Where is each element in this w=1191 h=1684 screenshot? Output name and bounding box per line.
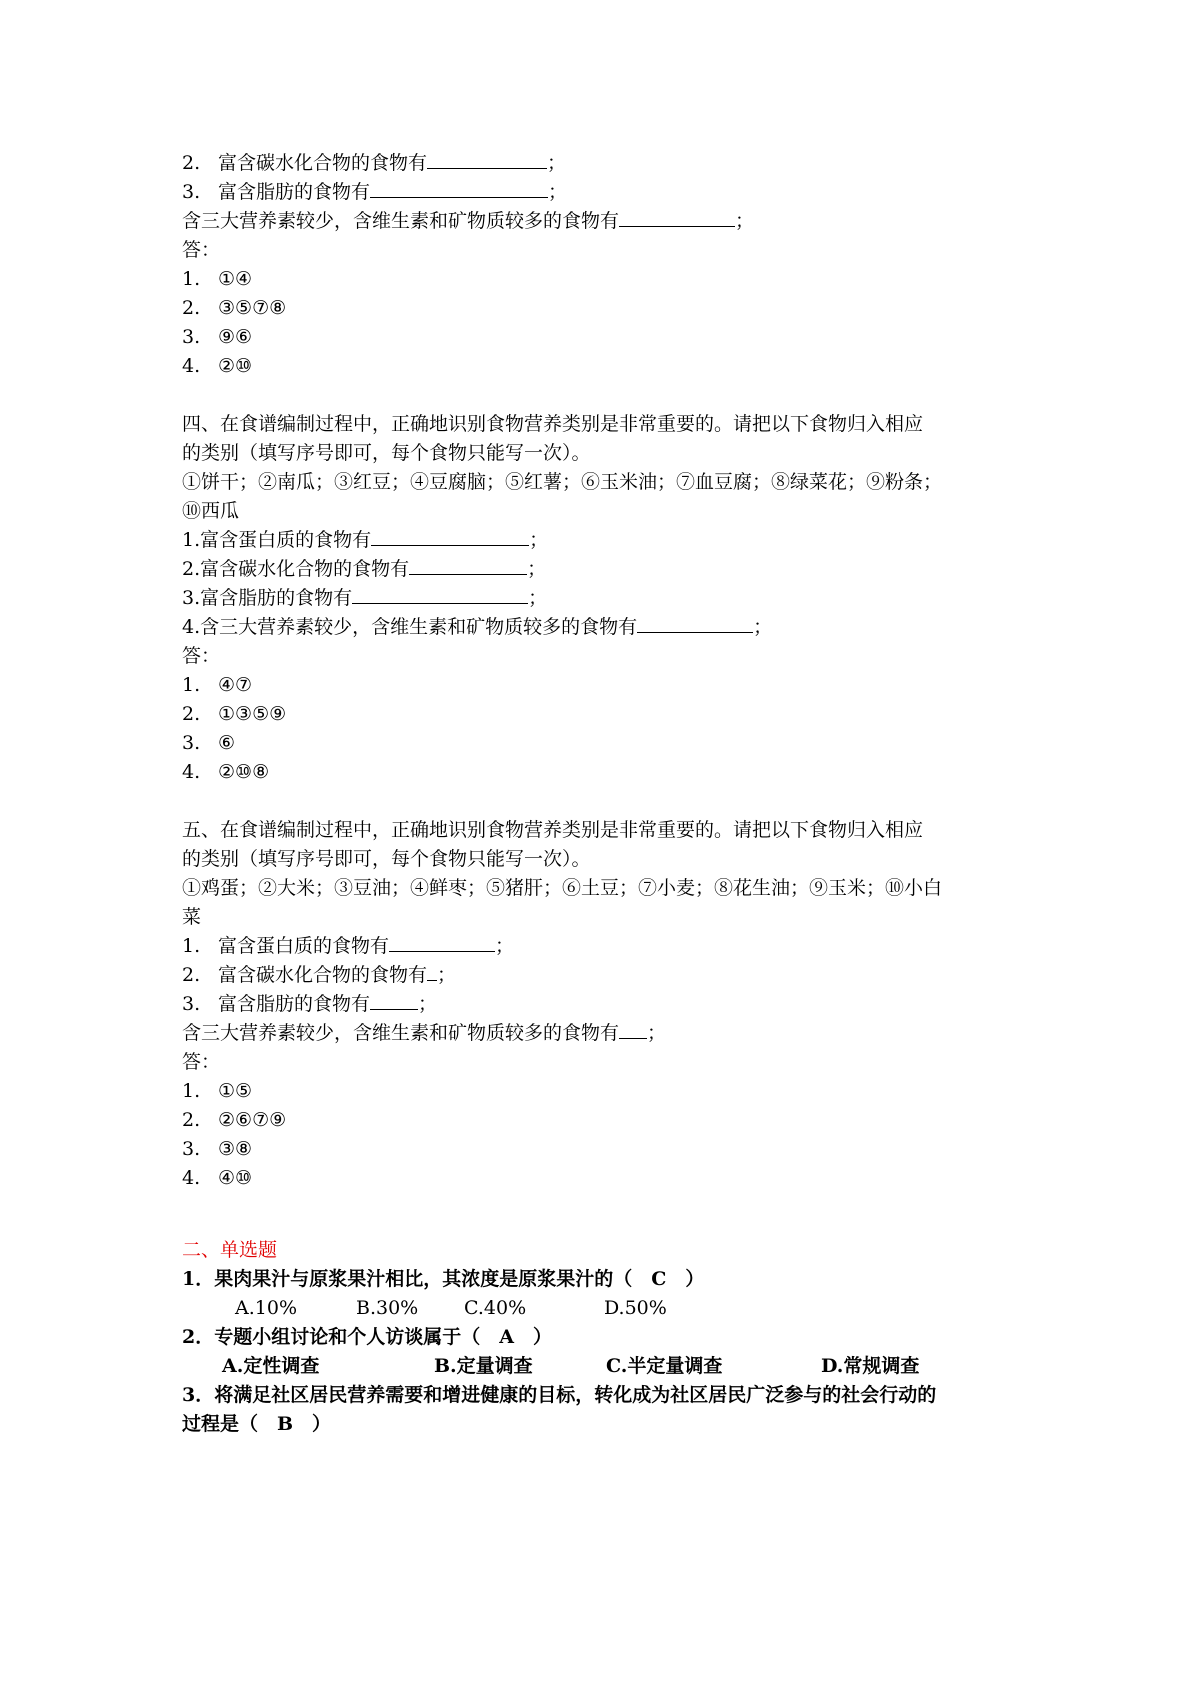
answer-label: 答： (182, 1051, 221, 1073)
answer-line: 2. ②⑥⑦⑨ (182, 1109, 287, 1131)
question-line: 2.富含碳水化合物的食物有 ； (182, 558, 547, 580)
answer-value: ⑥ (218, 732, 236, 754)
question-number: 3. (182, 993, 201, 1015)
option-a: A.定性调查 (222, 1355, 320, 1377)
option-b: B.定量调查 (434, 1355, 533, 1377)
answer-value: ④⑦ (218, 674, 253, 696)
option-a: A.10% (235, 1297, 297, 1319)
food-list-cont: 菜 (182, 906, 202, 928)
question-number: 2. (182, 964, 201, 986)
answer-value: ⑨⑥ (218, 326, 253, 348)
fill-blank[interactable] (619, 208, 735, 227)
question-number: 2. (182, 152, 201, 174)
answer-line: 2. ③⑤⑦⑧ (182, 297, 287, 319)
food-list: ①鸡蛋；②大米；③豆油；④鲜枣；⑤猪肝；⑥土豆；⑦小麦；⑧花生油；⑨玉米；⑩小白 (182, 877, 943, 899)
question-text: 富含脂肪的食物有 (218, 181, 371, 203)
answer-line: 1. ④⑦ (182, 674, 253, 696)
question-text: 含三大营养素较少，含维生素和矿物质较多的食物有 (182, 210, 620, 232)
fill-blank[interactable] (352, 585, 528, 604)
answer-line: 3. ⑨⑥ (182, 326, 253, 348)
answer-line: 1. ①④ (182, 268, 253, 290)
fill-blank[interactable] (371, 527, 529, 546)
question-line: 含三大营养素较少，含维生素和矿物质较多的食物有 ； (182, 1022, 667, 1044)
answer-label: 答： (182, 239, 221, 261)
question-text: 富含蛋白质的食物有 (218, 935, 390, 957)
question-text: 4.含三大营养素较少，含维生素和矿物质较多的食物有 (182, 616, 638, 638)
option-d: D.50% (604, 1297, 667, 1319)
question-line: 1.富含蛋白质的食物有 ； (182, 529, 549, 551)
question-line: 2. 富含碳水化合物的食物有 ； (182, 964, 457, 986)
answer-line: 3. ③⑧ (182, 1138, 253, 1160)
answer-value: ②⑩ (218, 355, 253, 377)
section-5-intro: 五、在食谱编制过程中，正确地识别食物营养类别是非常重要的。请把以下食物归入相应 (182, 819, 924, 841)
answer-line: 4. ②⑩⑧ (182, 761, 270, 783)
question-line-cont: 过程是（ B ） (182, 1413, 332, 1435)
section-heading: 二、单选题 (182, 1239, 278, 1261)
answer-value: ④⑩ (218, 1167, 253, 1189)
question-line: 含三大营养素较少，含维生素和矿物质较多的食物有 ； (182, 210, 755, 232)
fill-blank[interactable] (427, 962, 437, 981)
question-text: 1.富含蛋白质的食物有 (182, 529, 372, 551)
answer-line: 2. ①③⑤⑨ (182, 703, 287, 725)
fill-blank[interactable] (389, 933, 495, 952)
answer-value: ③⑧ (218, 1138, 253, 1160)
question-text: 富含脂肪的食物有 (218, 993, 371, 1015)
question-number: 3. (182, 181, 201, 203)
question-line: 3. 富含脂肪的食物有 ； (182, 993, 438, 1015)
question-line: 2. 富含碳水化合物的食物有 ； (182, 152, 567, 174)
section-4-intro: 四、在食谱编制过程中，正确地识别食物营养类别是非常重要的。请把以下食物归入相应 (182, 413, 924, 435)
answer-line: 3. ⑥ (182, 732, 236, 754)
question-line: 3．将满足社区居民营养需要和增进健康的目标，转化成为社区居民广泛参与的社会行动的 (182, 1384, 937, 1406)
question-number: 1. (182, 935, 201, 957)
question-line: 1．果肉果汁与原浆果汁相比，其浓度是原浆果汁的（ C ） (182, 1268, 705, 1290)
section-5-intro-cont: 的类别（填写序号即可，每个食物只能写一次）。 (182, 848, 591, 870)
option-d: D.常规调查 (821, 1355, 920, 1377)
answer-line: 1. ①⑤ (182, 1080, 253, 1102)
answer-value: ①④ (218, 268, 253, 290)
option-c: C.半定量调查 (606, 1355, 723, 1377)
fill-blank[interactable] (619, 1020, 647, 1039)
question-line: 2．专题小组讨论和个人访谈属于（ A ） (182, 1326, 552, 1348)
answer-value: ①③⑤⑨ (218, 703, 287, 725)
food-list-cont: ⑩西瓜 (182, 500, 240, 522)
fill-blank[interactable] (409, 556, 527, 575)
option-b: B.30% (356, 1297, 419, 1319)
answer-line: 4. ②⑩ (182, 355, 253, 377)
question-text: 富含碳水化合物的食物有 (218, 964, 428, 986)
fill-blank[interactable] (370, 179, 548, 198)
fill-blank[interactable] (427, 150, 547, 169)
question-text: 富含碳水化合物的食物有 (218, 152, 428, 174)
question-line: 3. 富含脂肪的食物有 ； (182, 181, 568, 203)
food-list: ①饼干；②南瓜；③红豆；④豆腐脑；⑤红薯；⑥玉米油；⑦血豆腐；⑧绿菜花；⑨粉条； (182, 471, 943, 493)
question-text: 含三大营养素较少，含维生素和矿物质较多的食物有 (182, 1022, 620, 1044)
answer-label: 答： (182, 645, 221, 667)
fill-blank[interactable] (637, 614, 753, 633)
question-text: 3.富含脂肪的食物有 (182, 587, 353, 609)
question-text: 2.富含碳水化合物的食物有 (182, 558, 410, 580)
question-line: 3.富含脂肪的食物有 ； (182, 587, 548, 609)
answer-value: ②⑩⑧ (218, 761, 270, 783)
option-c: C.40% (464, 1297, 527, 1319)
section-4-intro-cont: 的类别（填写序号即可，每个食物只能写一次）。 (182, 442, 591, 464)
answer-value: ①⑤ (218, 1080, 253, 1102)
answer-line: 4. ④⑩ (182, 1167, 253, 1189)
fill-blank[interactable] (370, 991, 418, 1010)
answer-value: ③⑤⑦⑧ (218, 297, 287, 319)
question-line: 4.含三大营养素较少，含维生素和矿物质较多的食物有 ； (182, 616, 773, 638)
question-line: 1. 富含蛋白质的食物有 ； (182, 935, 515, 957)
answer-value: ②⑥⑦⑨ (218, 1109, 287, 1131)
